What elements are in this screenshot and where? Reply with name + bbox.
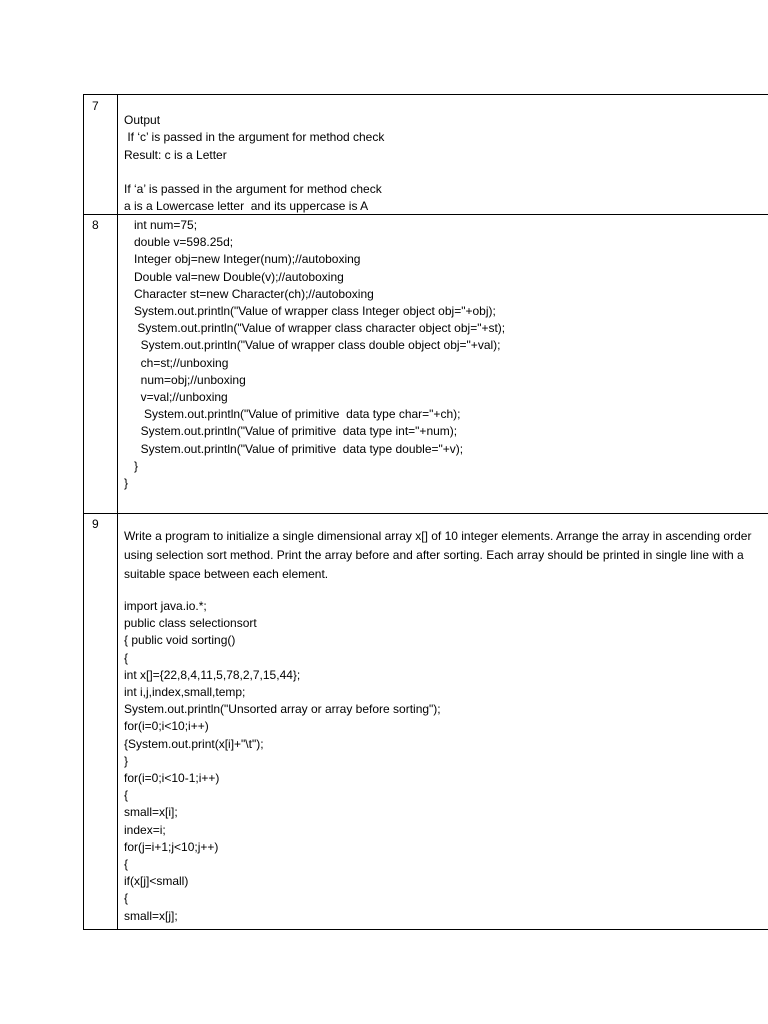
row-divider [84,214,768,215]
text-line: int i,j,index,small,temp; [124,685,246,700]
text-line: } [124,753,129,768]
text-line: If ‘c’ is passed in the argument for method check [124,130,385,145]
text-line: } [124,476,129,491]
row-divider [84,513,768,514]
text-line: Double val=new Double(v);//autoboxing [124,269,344,284]
text-line: for(i=0;i<10-1;i++) [124,771,220,786]
text-line: int num=75; [124,218,198,232]
text-line: index=i; [124,822,166,837]
text-line [124,95,768,112]
text-line: Integer obj=new Integer(num);//autoboxing [124,252,361,267]
question-text: Write a program to initialize a single dimensional array x[] of 10 integer elements. Arrange the array in ascending order using selection sort method. Print the array before and after sorting. Each array should be printed in single line with a suitable space between each element. [124,529,752,581]
text-line: int x[]={22,8,4,11,5,78,2,7,15,44}; [124,667,301,682]
text-line: { public void sorting() [124,633,236,648]
text-line: System.out.println("Value of wrapper class character object obj="+st); [124,321,506,336]
text-line: for(j=i+1;j<10;j++) [124,839,219,854]
text-line: import java.io.*; [124,599,207,613]
row-8-content [124,217,768,492]
row-9-code [124,598,768,925]
text-line: for(i=0;i<10;i++) [124,719,209,734]
text-line: Output [124,113,161,128]
text-line: System.out.println("Unsorted array or array before sorting"); [124,702,441,717]
row-7-content [124,95,768,215]
text-line: { [124,891,129,906]
text-line: { [124,650,129,665]
row-number-7: 7 [92,99,99,113]
text-line: v=val;//unboxing [124,390,228,405]
text-line: System.out.println("Value of primitive data type char="+ch); [124,407,461,422]
text-line: ch=st;//unboxing [124,355,229,370]
text-line: public class selectionsort [124,616,257,631]
row-number-8: 8 [92,218,99,232]
text-line: a is a Lowercase letter and its uppercase is A [124,199,369,214]
text-line: } [124,458,139,473]
text-line: if(x[j]<small) [124,874,189,889]
text-line: System.out.println("Value of primitive data type double="+v); [124,441,464,456]
text-line: If ‘a’ is passed in the argument for method check [124,181,382,196]
text-line: { [124,788,129,803]
text-line: {System.out.print(x[i]+"\t"); [124,736,264,751]
text-line: Result: c is a Letter [124,147,227,162]
document-table [83,94,768,930]
text-line: num=obj;//unboxing [124,372,246,387]
text-line [124,164,768,181]
text-line: small=x[i]; [124,805,178,820]
text-line: double v=598.25d; [124,235,234,250]
text-line: System.out.println("Value of wrapper class double object obj="+val); [124,338,501,353]
row-number-9: 9 [92,517,99,531]
text-line: Character st=new Character(ch);//autoboxing [124,286,374,301]
column-divider [117,95,118,929]
text-line: small=x[j]; [124,908,178,923]
text-line: System.out.println("Value of primitive data type int="+num); [124,424,458,439]
text-line: { [124,857,129,872]
text-line: System.out.println("Value of wrapper class Integer object obj="+obj); [124,304,496,319]
